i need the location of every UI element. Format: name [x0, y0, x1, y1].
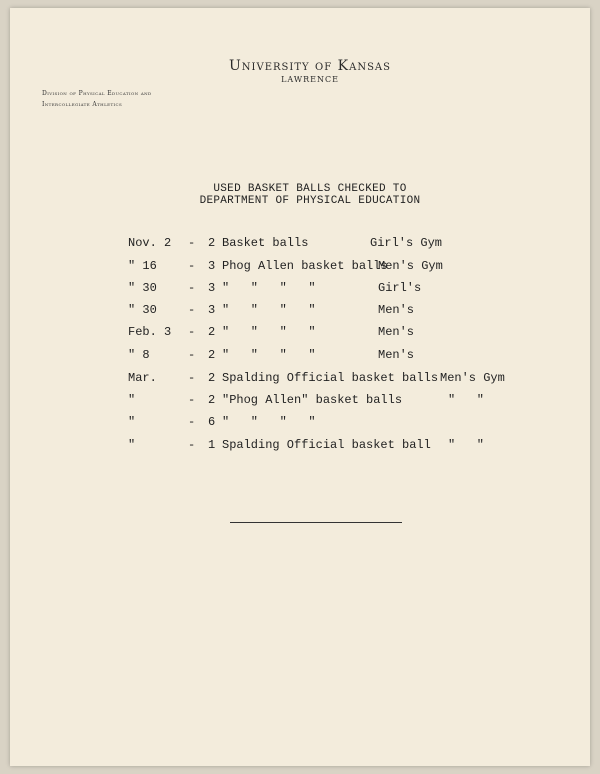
entry-dash: -: [188, 259, 196, 273]
entry-dash: -: [188, 438, 196, 452]
entry-quantity: 2: [208, 371, 216, 385]
entry-quantity: 6: [208, 415, 216, 429]
entry-item: Phog Allen basket balls: [222, 259, 388, 273]
entry-date: " 30: [128, 281, 157, 295]
entry-quantity: 2: [208, 325, 216, 339]
entry-date: ": [128, 415, 136, 429]
entry-dash: -: [188, 303, 196, 317]
entry-item: " " " ": [222, 303, 316, 317]
university-name: University of Kansas: [228, 58, 391, 74]
document-title: [160, 183, 460, 207]
entry-item: Spalding Official basket balls: [222, 371, 439, 385]
entry-dash: -: [188, 393, 196, 407]
entry-quantity: 3: [208, 259, 216, 273]
entry-date: " 8: [128, 348, 150, 362]
entry-date: Feb. 3: [128, 325, 172, 339]
division-name: [42, 88, 152, 110]
entry-item: "Phog Allen" basket balls: [222, 393, 403, 407]
entry-quantity: 2: [208, 348, 216, 362]
entry-item: " " " ": [222, 325, 316, 339]
entry-location: Girl's Gym: [370, 236, 443, 250]
entry-dash: -: [188, 371, 196, 385]
entry-quantity: 2: [208, 393, 216, 407]
entry-quantity: 3: [208, 281, 216, 295]
title-line-2: DEPARTMENT OF PHYSICAL EDUCATION: [199, 195, 421, 207]
title-line-1: USED BASKET BALLS CHECKED TO: [213, 183, 407, 195]
entry-date: " 16: [128, 259, 157, 273]
entry-location: Men's: [378, 348, 415, 362]
document-page: [10, 8, 590, 766]
entry-location: Men's: [378, 325, 415, 339]
entry-dash: -: [188, 281, 196, 295]
entry-location: Men's Gym: [378, 259, 443, 273]
entry-item: " " " ": [222, 348, 316, 362]
signature-line: [230, 522, 402, 523]
division-line-1: Division of Physical Education and: [42, 90, 152, 97]
entry-date: Nov. 2: [128, 236, 172, 250]
entry-date: ": [128, 438, 136, 452]
entry-item: " " " ": [222, 281, 316, 295]
entry-location: Men's: [378, 303, 415, 317]
entry-dash: -: [188, 236, 196, 250]
entry-dash: -: [188, 415, 196, 429]
entry-item: Basket balls: [222, 236, 309, 250]
entry-location: Girl's: [378, 281, 422, 295]
entry-location: " ": [448, 393, 485, 407]
entry-quantity: 3: [208, 303, 216, 317]
entry-item: Spalding Official basket ball: [222, 438, 431, 452]
entry-quantity: 1: [208, 438, 216, 452]
university-city: LAWRENCE: [281, 75, 339, 84]
entry-date: Mar.: [128, 371, 157, 385]
entry-dash: -: [188, 325, 196, 339]
entry-quantity: 2: [208, 236, 216, 250]
entry-dash: -: [188, 348, 196, 362]
division-line-2: Intercollegiate Athletics: [42, 101, 123, 108]
letterhead: [210, 58, 410, 84]
entry-location: " ": [448, 438, 485, 452]
entry-date: ": [128, 393, 136, 407]
entry-date: " 30: [128, 303, 157, 317]
entry-location: Men's Gym: [440, 371, 505, 385]
entry-item: " " " ": [222, 415, 316, 429]
